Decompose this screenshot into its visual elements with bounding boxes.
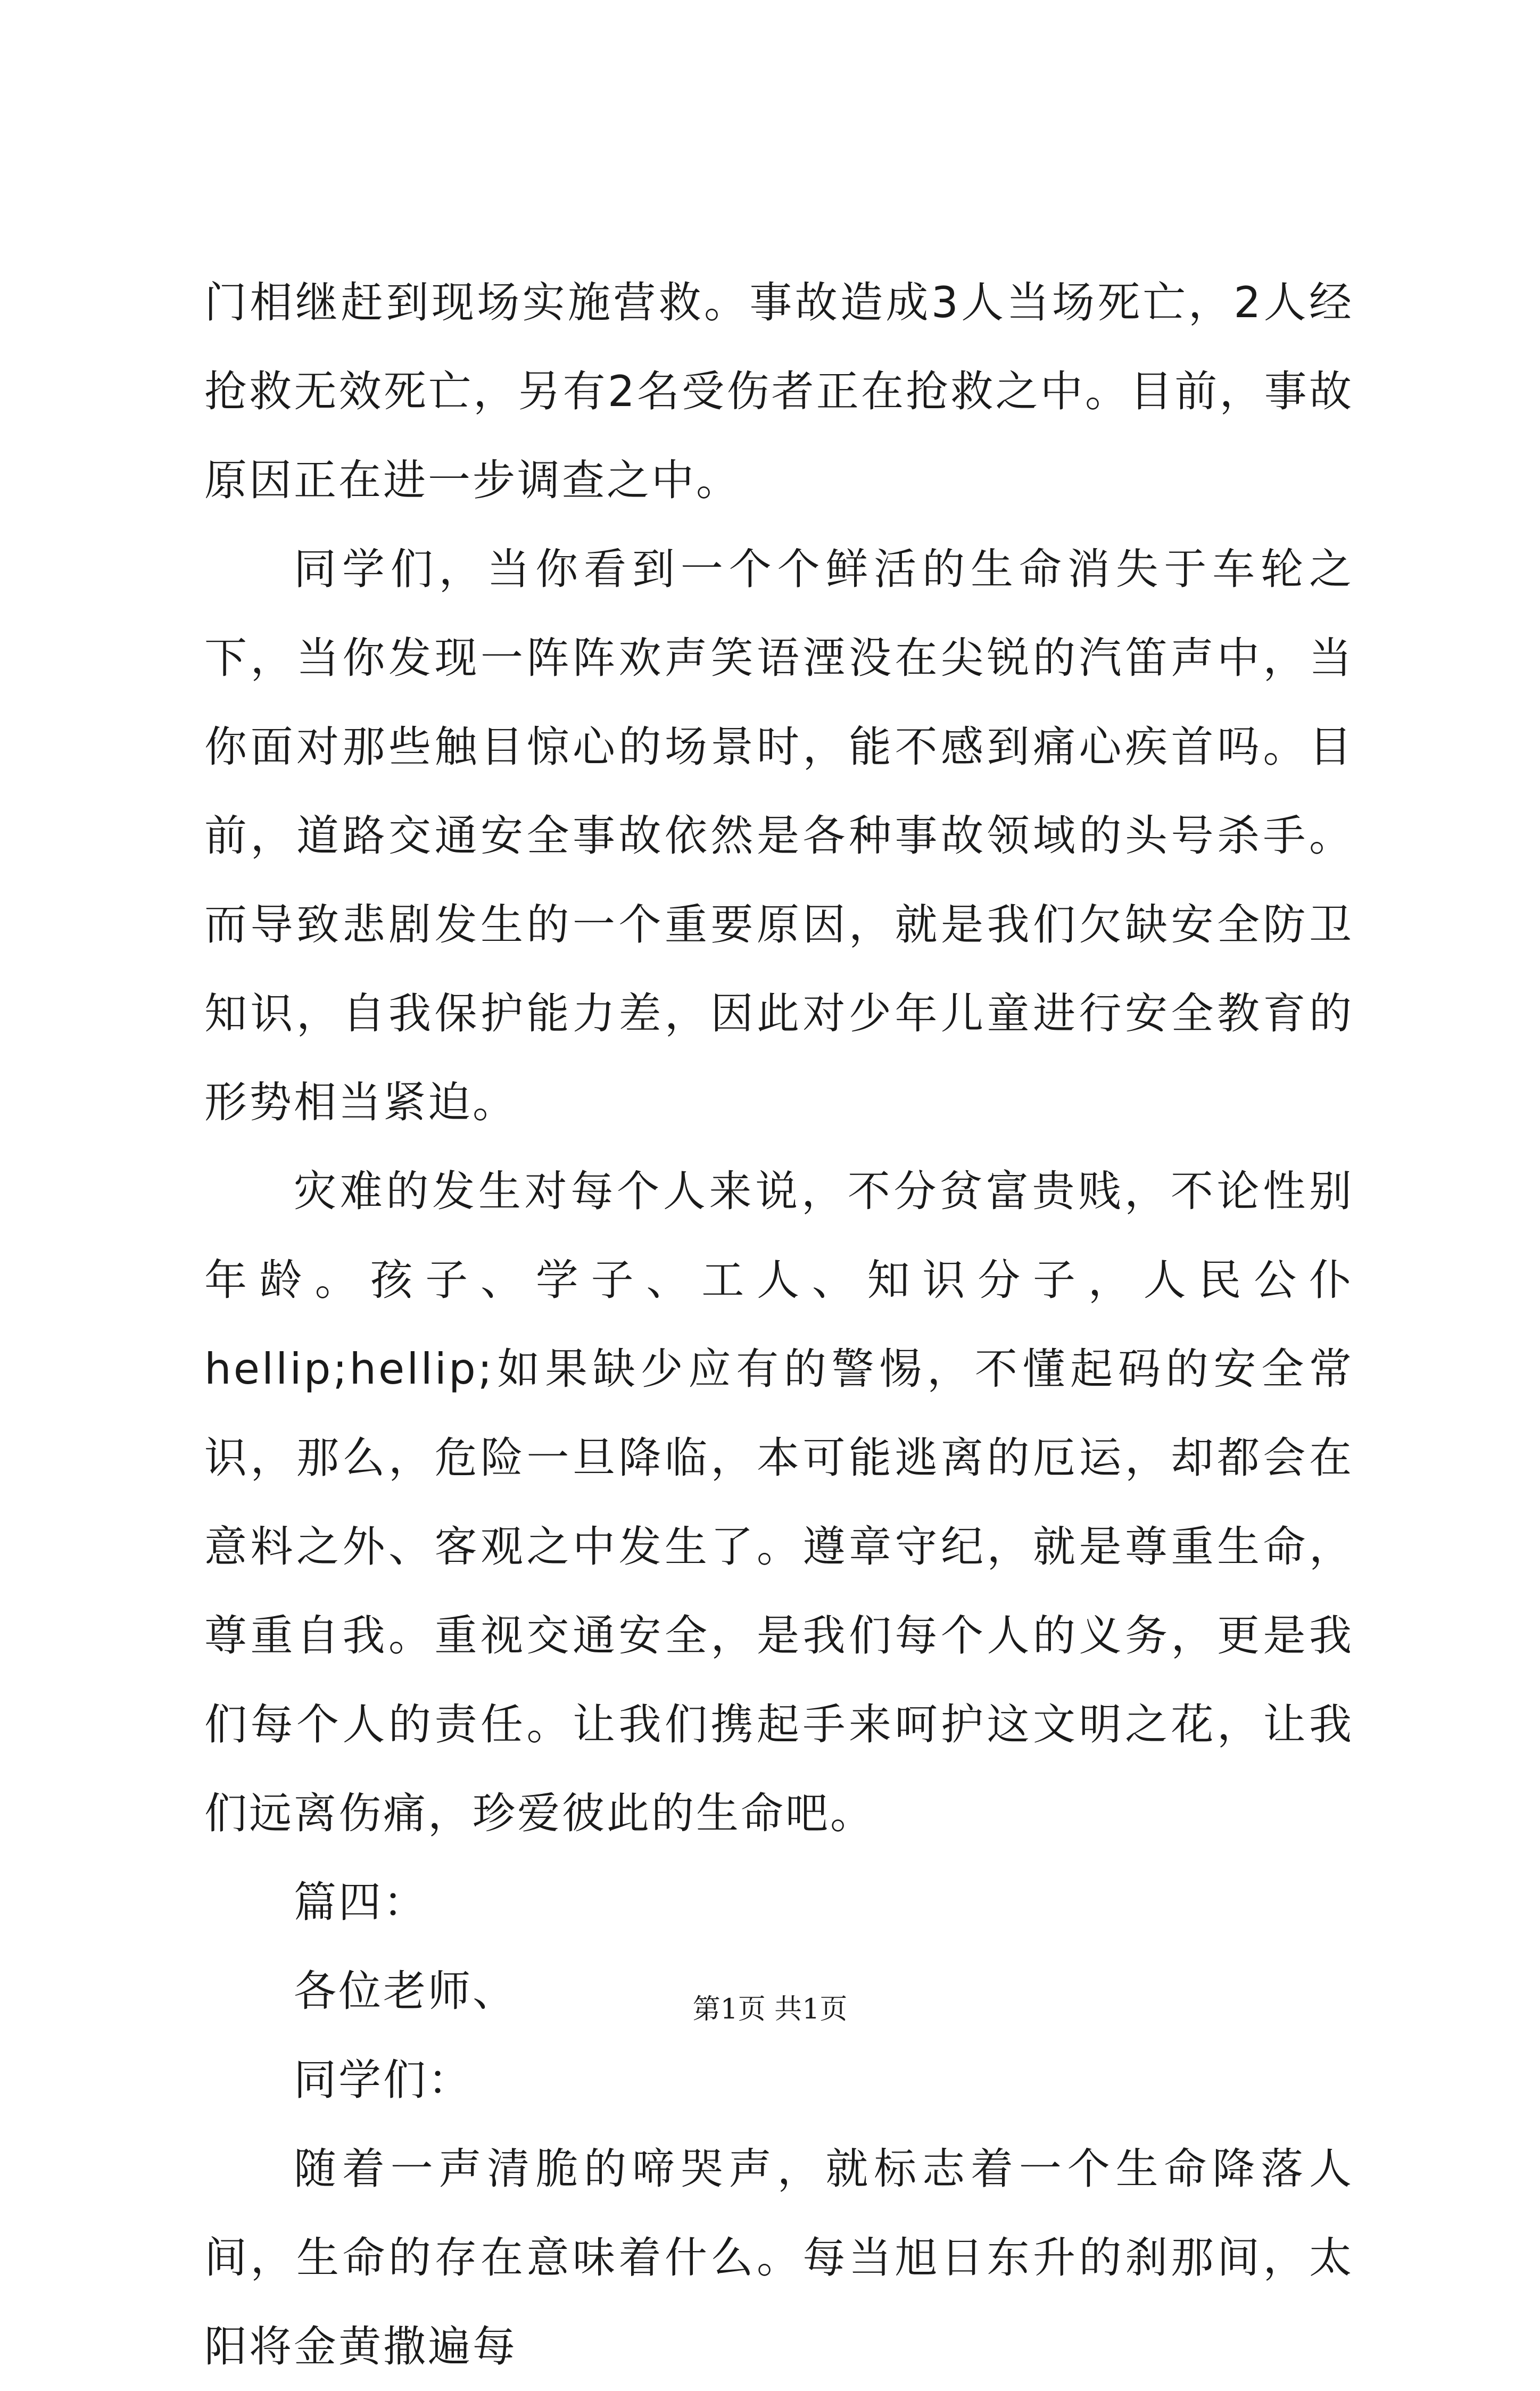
paragraph-life: 随着一声清脆的啼哭声，就标志着一个生命降落人间，生命的存在意味着什么。每当旭日东升的刹那间，太阳将金黄撒遍每 [204,2144,1354,2371]
salutation-students: 同学们： [294,2055,473,2105]
document-body [204,258,1354,2391]
page-footer: 第1页 共1页 [692,1993,848,2025]
paragraph-continuation: 门相继赶到现场实施营救。事故造成3人当场死亡，2人经抢救无效死亡，另有2名受伤者正在抢救之中。目前，事故原因正在进一步调查之中。 [204,278,1354,505]
salutation-teachers: 各位老师、 [294,1966,517,2016]
paragraph-students-address: 同学们，当你看到一个个鲜活的生命消失于车轮之下，当你发现一阵阵欢声笑语湮没在尖锐的汽笛声中，当你面对那些触目惊心的场景时，能不感到痛心疾首吗。目前，道路交通安全事故依然是各种事故领域的头号杀手。而导致悲剧发生的一个重要原因，就是我们欠缺安全防卫知识，自我保护能力差，因此对少年儿童进行安全教育的形势相当紧迫。 [204,544,1354,1127]
section-heading: 篇四： [294,1877,428,1927]
paragraph-disaster: 灾难的发生对每个人来说，不分贫富贵贱，不论性别年龄。孩子、学子、工人、知识分子，人民公仆hellip;hellip;如果缺少应有的警惕，不懂起码的安全常识，那么，危险一旦降临，本可能逃离的厄运，却都会在意料之外、客观之中发生了。遵章守纪，就是尊重生命，尊重自我。重视交通安全，是我们每个人的义务，更是我们每个人的责任。让我们携起手来呵护这文明之花，让我们远离伤痛，珍爱彼此的生命吧。 [204,1166,1354,1838]
